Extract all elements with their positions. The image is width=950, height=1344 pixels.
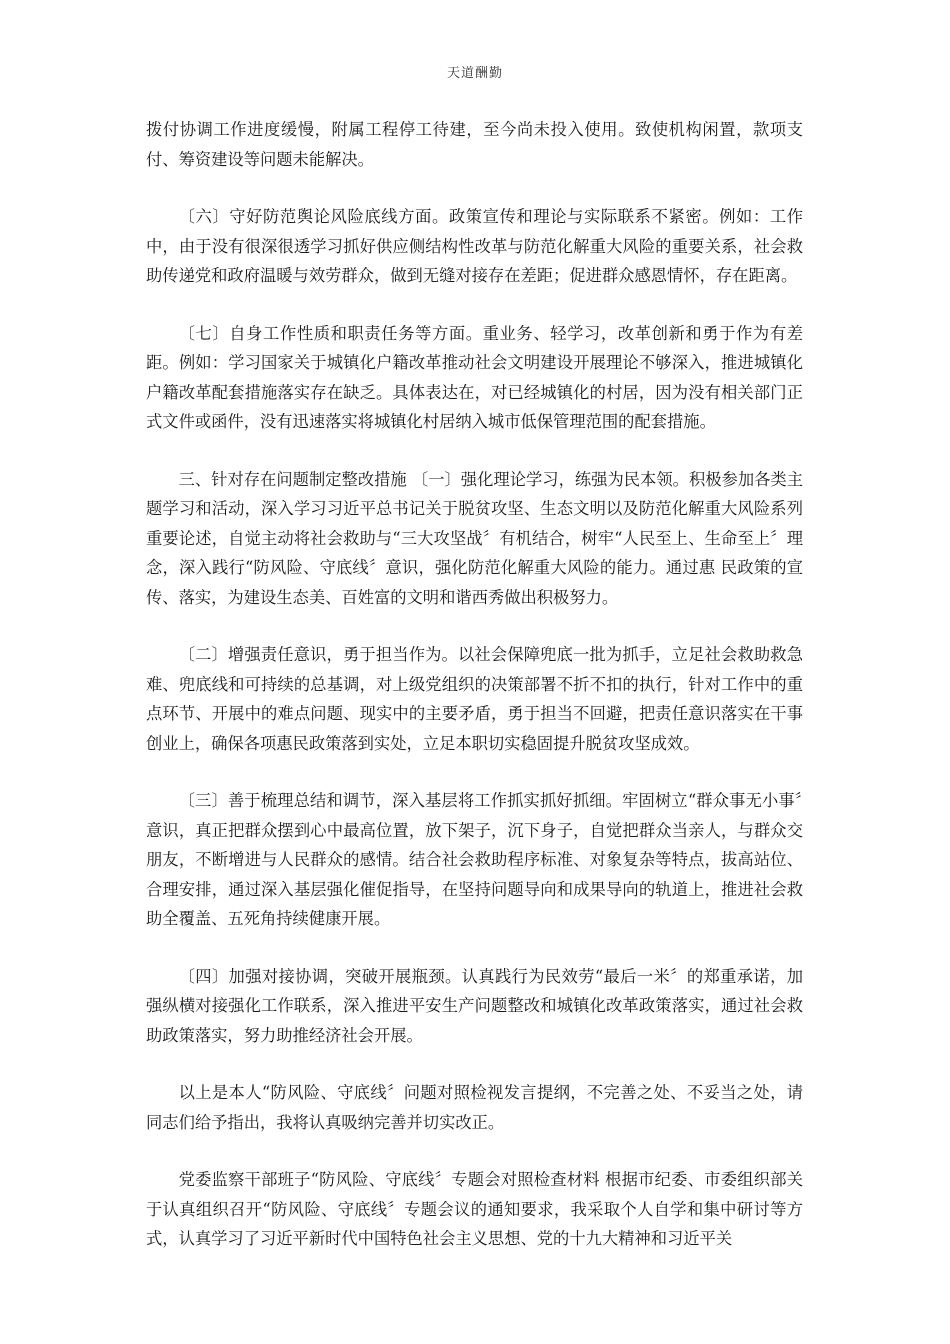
paragraph-section-6: 〔六〕守好防范舆论风险底线方面。政策宣传和理论与实际联系不紧密。例如：工作中，由于没有很深很透学习抓好供应侧结构性改革与防范化解重大风险的重要关系，社会救助传递党和政府温暖与效劳群众，做到无缝对接存在差距；促进群众感恩情怀，存在距离。 [146, 207, 803, 285]
paragraph-rectification-4: 〔四〕加强对接协调，突破开展瓶颈。认真践行为民效劳“最后一米〞的郑重承诺，加强纵横对接强化工作联系，深入推进平安生产问题整改和城镇化改革政策落实，通过社会救助政策落实，努力助推经济社会开展。 [146, 966, 803, 1045]
document-body [146, 115, 803, 1282]
paragraph-continuation: 拨付协调工作进度缓慢，附属工程停工待建，至今尚未投入使用。致使机构闲置，款项支付、筹资建设等问题未能解决。 [146, 120, 803, 169]
paragraph-rectification-1: 三、针对存在问题制定整改措施 〔一〕强化理论学习，练强为民本领。积极参加各类主题学习和活动，深入学习习近平总书记关于脱贫攻坚、生态文明以及防范化解重大风险系列重要论述，自觉主动将社会救助与“三大攻坚战〞有机结合，树牢“人民至上、生命至上〞理念，深入践行“防风险、守底线〞意识，强化防范化解重大风险的能力。通过惠 民政策的宣传、落实，为建设生态美、百姓富的文明和谐西秀做出积极努力。 [146, 469, 803, 607]
paragraph-rectification-2: 〔二〕增强责任意识，勇于担当作为。以社会保障兜底一批为抓手，立足社会救助救急难、兜底线和可持续的总基调，对上级党组织的决策部署不折不扣的执行，针对工作中的重点环节、开展中的难点问题、现实中的主要矛盾，勇于担当不回避，把责任意识落实在干事创业上，确保各项惠民政策落到实处，立足本职切实稳固提升脱贫攻坚成效。 [146, 645, 803, 753]
paragraph-next-document: 党委监察干部班子“防风险、守底线〞专题会对照检查材料 根据市纪委、市委组织部关于认真组织召开“防风险、守底线〞专题会议的通知要求，我采取个人自学和集中研讨等方式，认真学习了习近平新时代中国特色社会主义思想、党的十九大精神和习近平关 [146, 1170, 803, 1248]
page-header: 天道酬勤 [446, 66, 503, 81]
paragraph-section-7: 〔七〕自身工作性质和职责任务等方面。重业务、轻学习，改革创新和勇于作为有差距。例如：学习国家关于城镇化户籍改革推动社会文明建设开展理论不够深入，推进城镇化户籍改革配套措施落实存在缺乏。具体表达在，对已经城镇化的村居，因为没有相关部门正式文件或函件，没有迅速落实将城镇化村居纳入城市低保管理范围的配套措施。 [146, 323, 803, 431]
paragraph-rectification-3: 〔三〕善于梳理总结和调节，深入基层将工作抓实抓好抓细。牢固树立“群众事无小事〞意识，真正把群众摆到心中最高位置，放下架子，沉下身子，自觉把群众当亲人，与群众交朋友，不断增进与人民群众的感情。结合社会救助程序标准、对象复杂等特点，拔高站位、合理安排，通过深入基层强化催促指导，在坚持问题导向和成果导向的轨道上，推进社会救助全覆盖、五死角持续健康开展。 [146, 791, 803, 928]
paragraph-closing: 以上是本人“防风险、守底线〞问题对照检视发言提纲，不完善之处、不妥当之处，请同志们给予指出，我将认真吸纳完善并切实改正。 [146, 1083, 803, 1132]
